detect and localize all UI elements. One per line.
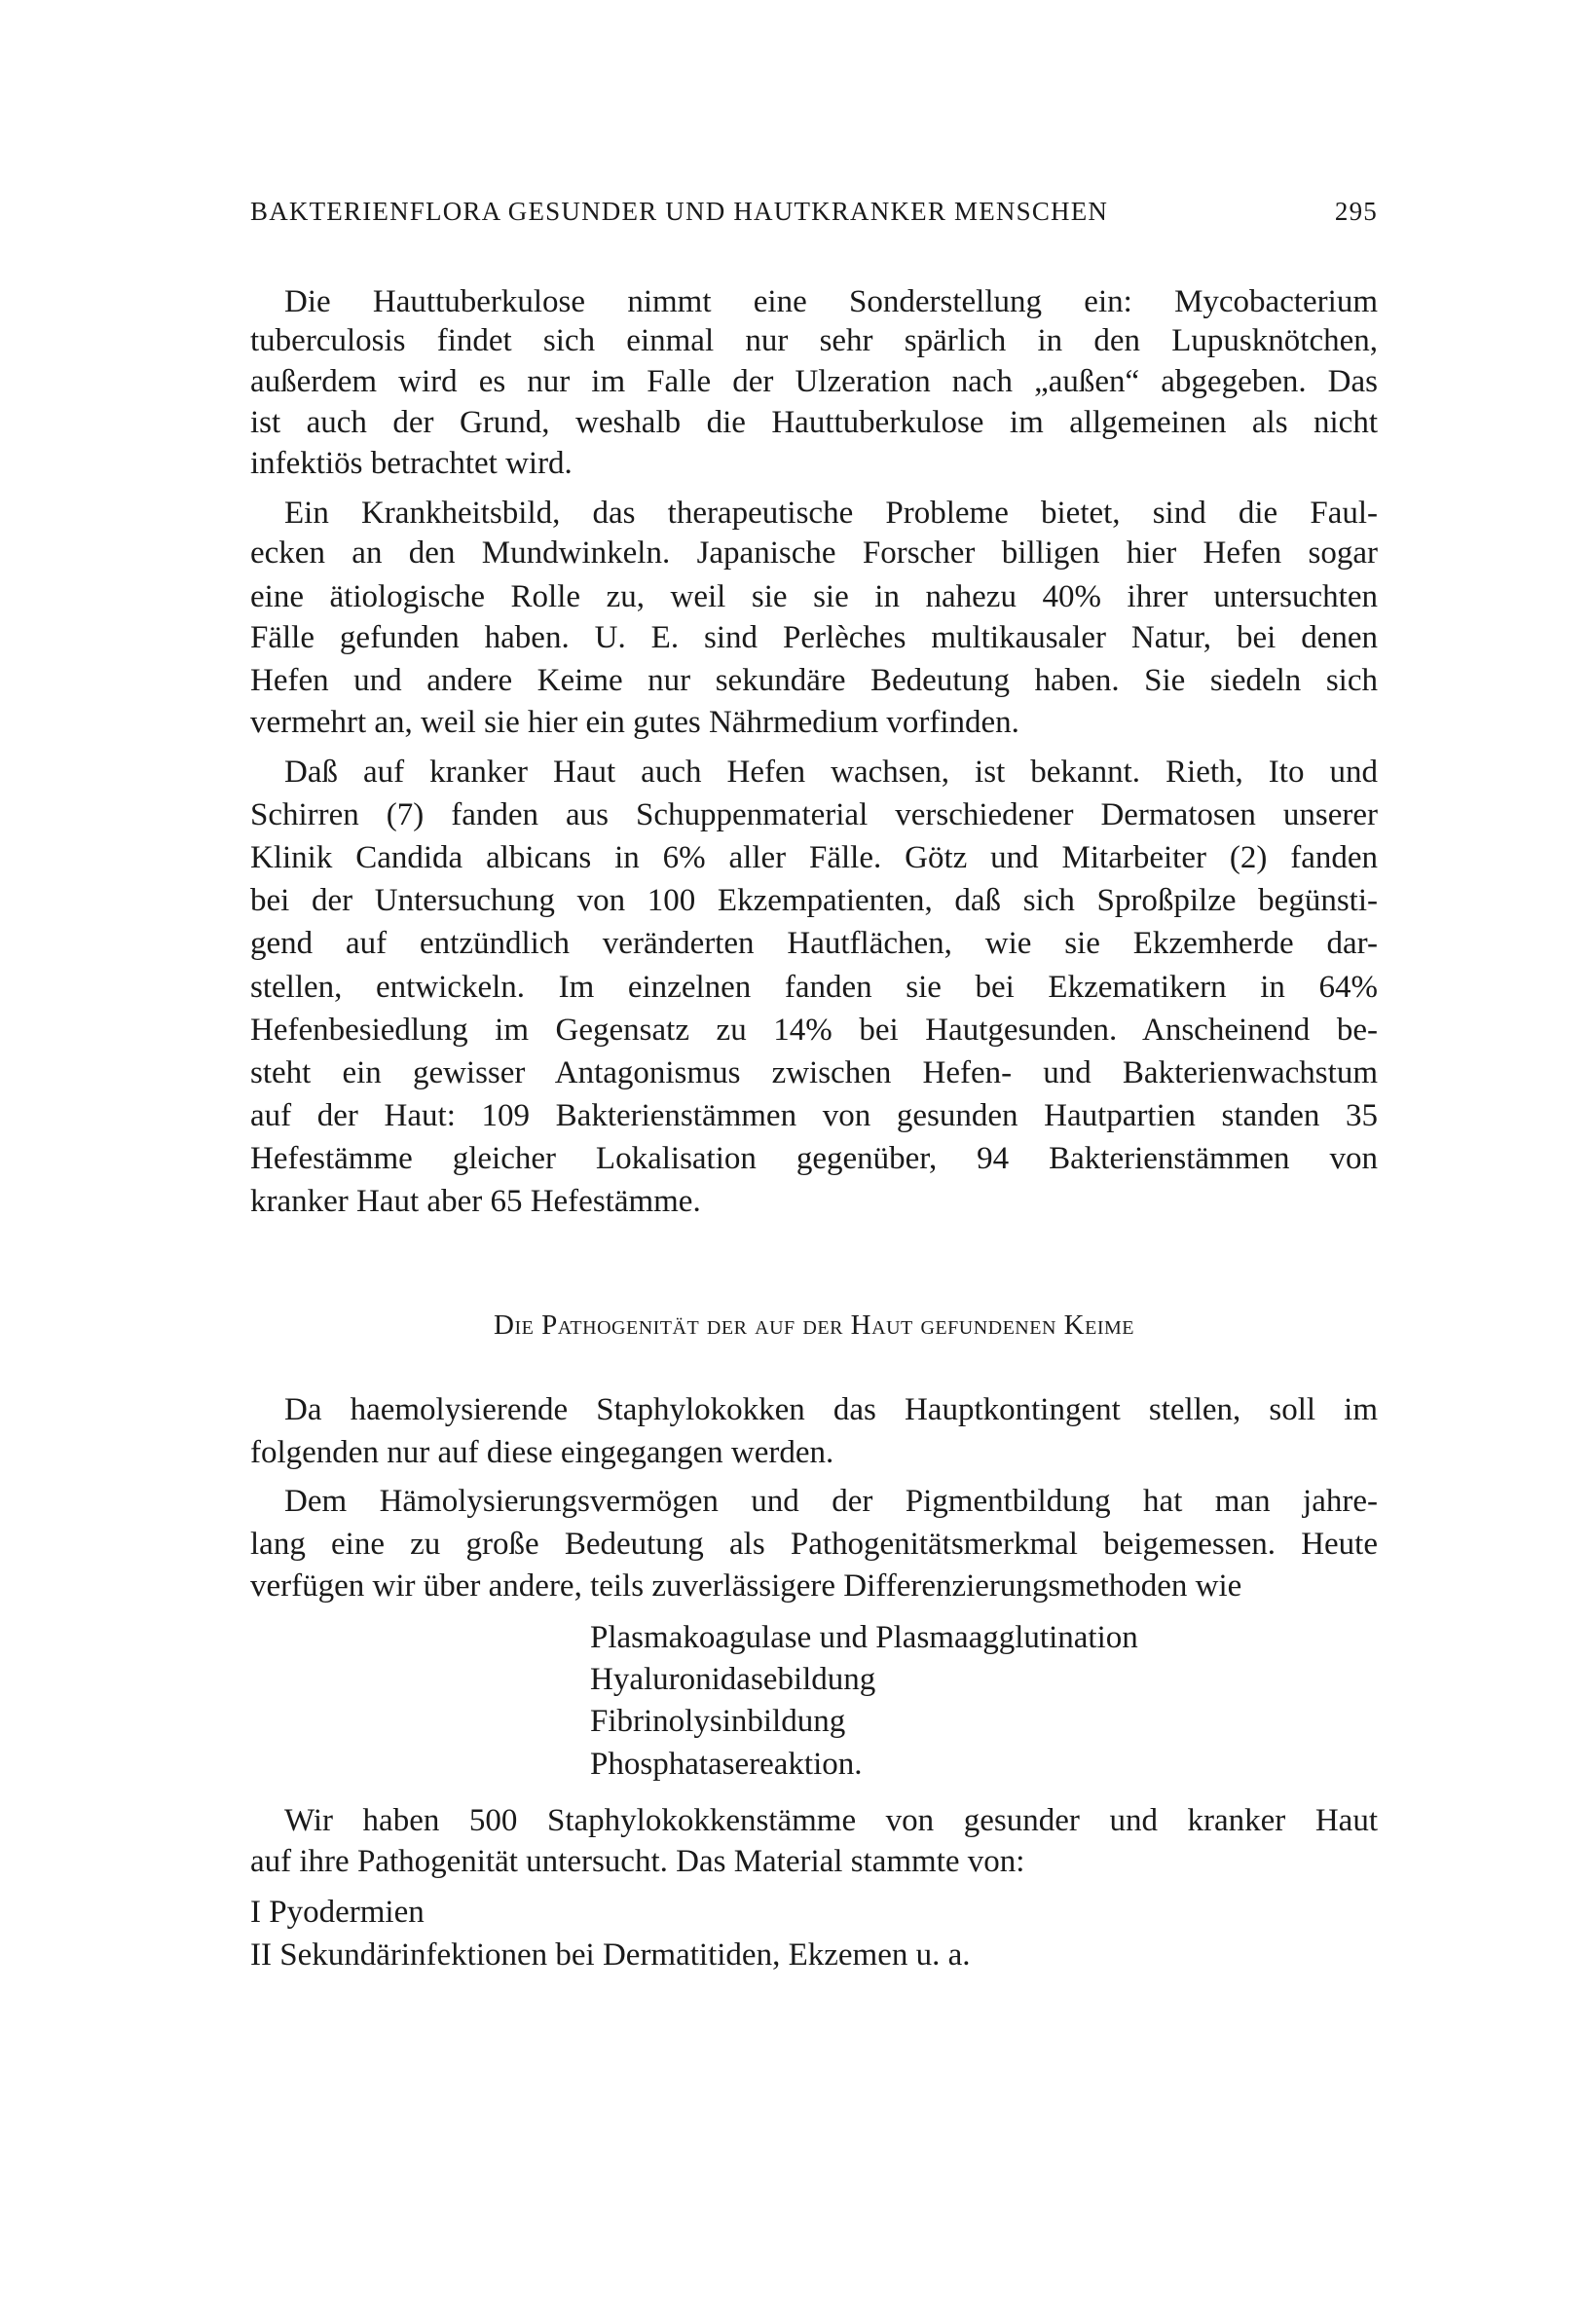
text-line: I Pyodermien (250, 1895, 425, 1930)
text-line: Daß auf kranker Haut auch Hefen wachsen, ist bekannt. Rieth, Ito und (284, 755, 1378, 790)
text-line: Klinik Candida albicans in 6% aller Fälle. Götz und Mitarbeiter (2) fanden (250, 840, 1378, 875)
running-header (250, 190, 1378, 233)
text-line: Plasmakoagulase und Plasmaagglutination (590, 1620, 1138, 1655)
text-line: ecken an den Mundwinkeln. Japanische Forscher billigen hier Hefen sogar (250, 535, 1378, 571)
text-line: Phosphatasereaktion. (590, 1747, 863, 1782)
text-line: stellen, entwickeln. Im einzelnen fanden sie bei Ekzematikern in 64% (250, 970, 1378, 1005)
text-line: Hyaluronidasebildung (590, 1662, 876, 1697)
text-line: vermehrt an, weil sie hier ein gutes Nährmedium vorfinden. (250, 705, 1019, 740)
section-heading: Die Pathogenität der auf der Haut gefundenen Keime (494, 1310, 1134, 1341)
text-line: infektiös betrachtet wird. (250, 446, 573, 481)
text-line: Hefen und andere Keime nur sekundäre Bedeutung haben. Sie siedeln sich (250, 663, 1378, 698)
page-number: 295 (1334, 197, 1378, 226)
text-line: II Sekundärinfektionen bei Dermatitiden, Ekzemen u. a. (250, 1937, 971, 1973)
text-line: auf der Haut: 109 Bakterienstämmen von gesunden Hautpartien standen 35 (250, 1098, 1378, 1133)
text-line: folgenden nur auf diese eingegangen werden. (250, 1435, 834, 1470)
text-line: Fibrinolysinbildung (590, 1704, 846, 1739)
text-line: Ein Krankheitsbild, das therapeutische Probleme bietet, sind die Faul- (284, 496, 1378, 531)
text-line: gend auf entzündlich veränderten Hautflächen, wie sie Ekzemherde dar- (250, 926, 1378, 961)
text-line: Dem Hämolysierungsvermögen und der Pigmentbildung hat man jahre- (284, 1484, 1378, 1519)
text-line: Schirren (7) fanden aus Schuppenmaterial verschiedener Dermatosen unserer (250, 797, 1378, 832)
text-line: ist auch der Grund, weshalb die Hauttuberkulose im allgemeinen als nicht (250, 405, 1378, 440)
text-line: Die Hauttuberkulose nimmt eine Sonderstellung ein: Mycobacterium (284, 284, 1378, 319)
text-line: lang eine zu große Bedeutung als Pathogenitätsmerkmal beigemessen. Heute (250, 1527, 1378, 1562)
text-line: bei der Untersuchung von 100 Ekzempatienten, daß sich Sproßpilze begünsti- (250, 883, 1378, 918)
text-line: auf ihre Pathogenität untersucht. Das Material stammte von: (250, 1844, 1025, 1879)
text-line: steht ein gewisser Antagonismus zwischen Hefen- und Bakterienwachstum (250, 1055, 1378, 1090)
text-line: außerdem wird es nur im Falle der Ulzeration nach „außen“ abgegeben. Das (250, 364, 1378, 399)
text-line: Hefestämme gleicher Lokalisation gegenüber, 94 Bakterienstämmen von (250, 1141, 1378, 1176)
text-line: Da haemolysierende Staphylokokken das Hauptkontingent stellen, soll im (284, 1392, 1378, 1427)
text-line: Hefenbesiedlung im Gegensatz zu 14% bei Hautgesunden. Anscheinend be- (250, 1013, 1378, 1048)
text-line: kranker Haut aber 65 Hefestämme. (250, 1184, 701, 1219)
running-header-title: BAKTERIENFLORA GESUNDER UND HAUTKRANKER MENSCHEN (250, 197, 1109, 226)
text-line: tuberculosis findet sich einmal nur sehr spärlich in den Lupusknötchen, (250, 323, 1378, 358)
text-line: Fälle gefunden haben. U. E. sind Perlèches multikausaler Natur, bei denen (250, 620, 1378, 655)
text-line: Wir haben 500 Staphylokokkenstämme von gesunder und kranker Haut (284, 1803, 1378, 1838)
text-line: eine ätiologische Rolle zu, weil sie sie in nahezu 40% ihrer untersuchten (250, 579, 1378, 614)
text-line: verfügen wir über andere, teils zuverlässigere Differenzierungsmethoden wie (250, 1568, 1242, 1604)
